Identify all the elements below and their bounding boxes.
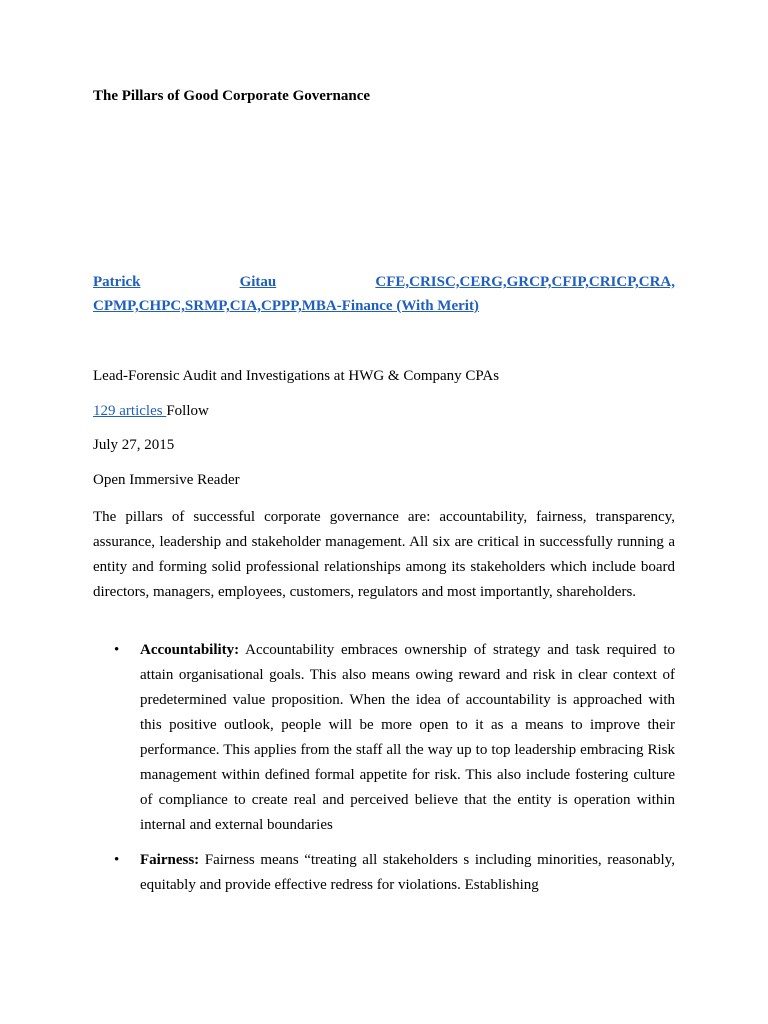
follow-button[interactable]: Follow [166, 403, 209, 419]
articles-follow-row [93, 402, 209, 420]
author-credentials-line-1: CFE,CRISC,CERG,GRCP,CFIP,CRICP,CRA, [375, 274, 675, 290]
articles-count-link[interactable]: 129 articles [93, 403, 167, 419]
author-line-1 [93, 270, 675, 294]
bullet-text: Accountability embraces ownership of strategy and task required to attain organisational goals. This also means owing reward and risk in clear context of predetermined value proposition. When the idea of accountability is approached with this positive outlook, people will be more open to it as a means to improve their performance. This applies from the staff all the way up to top leadership embracing Risk management within defined formal appetite for risk. This also include fostering culture of compliance to create real and perceived believe that the entity is operation within internal and external boundaries [140, 642, 675, 833]
bullet-icon: • [114, 852, 120, 868]
author-headline: Lead-Forensic Audit and Investigations at HWG & Company CPAs [93, 368, 500, 384]
document-title: The Pillars of Good Corporate Governance [93, 88, 371, 104]
author-first-name: Patrick [93, 274, 141, 290]
bullet-term: Accountability: [140, 642, 240, 658]
intro-paragraph: The pillars of successful corporate governance are: accountability, fairness, transparency, assurance, leadership and stakeholder management. All six are critical in successfully running a entity and forming solid professional relationships among its stakeholders which include board directors, managers, employees, customers, regulators and most importantly, shareholders. [93, 509, 675, 600]
author-profile-link[interactable] [93, 270, 675, 318]
list-item [93, 848, 675, 898]
author-credentials-line-2: CPMP,CHPC,SRMP,CIA,CPPP,MBA-Finance (With Merit) [93, 298, 479, 314]
publish-date: July 27, 2015 [93, 437, 175, 453]
pillars-list [93, 638, 675, 908]
bullet-text: Fairness means “treating all stakeholders s including minorities, reasonably, equitably and provide effective redress for violations. Establishing [140, 852, 675, 893]
bullet-icon: • [114, 642, 120, 658]
list-item [93, 638, 675, 838]
author-last-name: Gitau [239, 274, 277, 290]
immersive-reader-button[interactable]: Open Immersive Reader [93, 472, 240, 488]
bullet-term: Fairness: [140, 852, 200, 868]
